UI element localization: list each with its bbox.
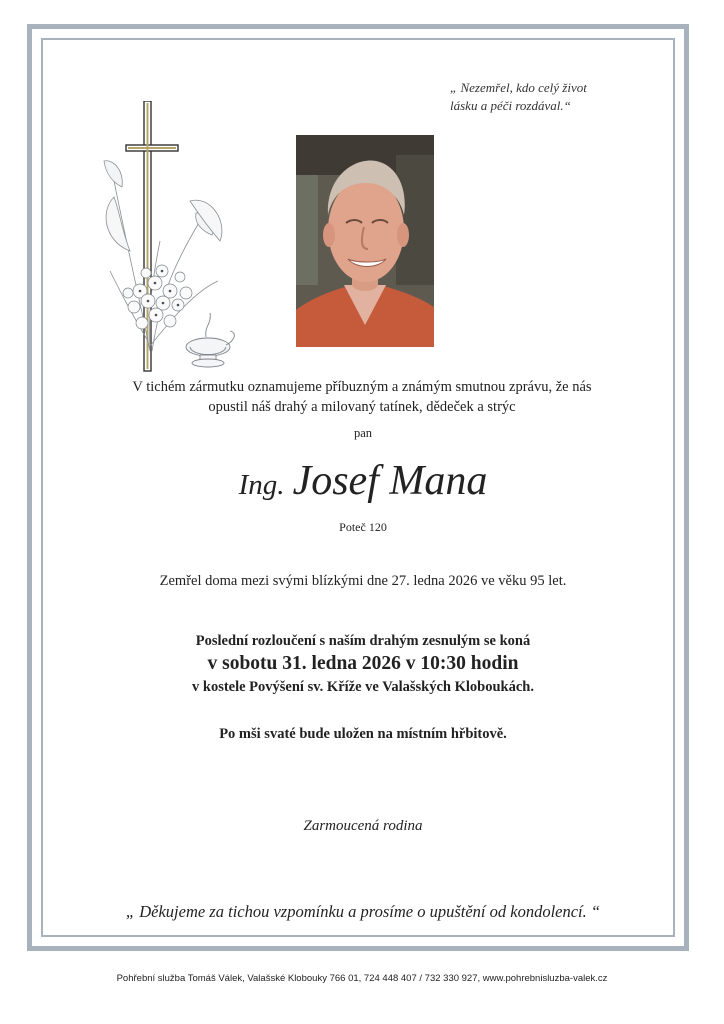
motto-line-2: lásku a péči rozdával.“ [450, 98, 571, 113]
funeral-service-footer: Pohřební služba Tomáš Válek, Valašské Klobouky 766 01, 724 448 407 / 732 330 927, www.pohrebnisluzba-valek.cz [116, 973, 608, 984]
deceased-name [32, 457, 694, 505]
death-notice: Zemřel doma mezi svými blízkými dne 27. ledna 2026 ve věku 95 let. [159, 573, 567, 589]
funeral-location: v kostele Povýšení sv. Kříže ve Valašských Kloboukách. [192, 679, 534, 695]
notice-frame [27, 24, 689, 951]
announcement-line-1: V tichém zármutku oznamujeme příbuzným a známým smutnou zprávu, že nás [132, 379, 592, 395]
burial-info: Po mši svaté bude uložen na místním hřbitově. [219, 726, 507, 742]
funeral-date-time: v sobotu 31. ledna 2026 v 10:30 hodin [207, 653, 519, 674]
funeral-info [32, 631, 694, 697]
deceased-address: Poteč 120 [339, 520, 387, 534]
motto-quote [450, 79, 650, 115]
announcement-text [92, 377, 632, 417]
salutation: pan [353, 426, 373, 440]
deceased-title: Ing. [238, 469, 285, 501]
oil-lamp-icon [186, 313, 234, 367]
funeral-line-1: Poslední rozloučení s naším drahým zesnulým se koná [195, 633, 531, 649]
motto-line-1: „ Nezemřel, kdo celý život [450, 80, 587, 95]
cross-icon [126, 101, 178, 371]
family-signature: Zarmoucená rodina [303, 818, 423, 834]
portrait-photo [296, 135, 434, 347]
deceased-full-name: Josef Mana [292, 458, 488, 504]
cross-with-flowers-icon [100, 101, 240, 373]
thanks-note: „ Děkujeme za tichou vzpomínku a prosíme o upuštění od kondolencí. “ [125, 902, 601, 921]
announcement-line-2: opustil náš drahý a milovaný tatínek, dědeček a strýc [208, 399, 516, 415]
lily-bouquet-icon [104, 161, 222, 351]
